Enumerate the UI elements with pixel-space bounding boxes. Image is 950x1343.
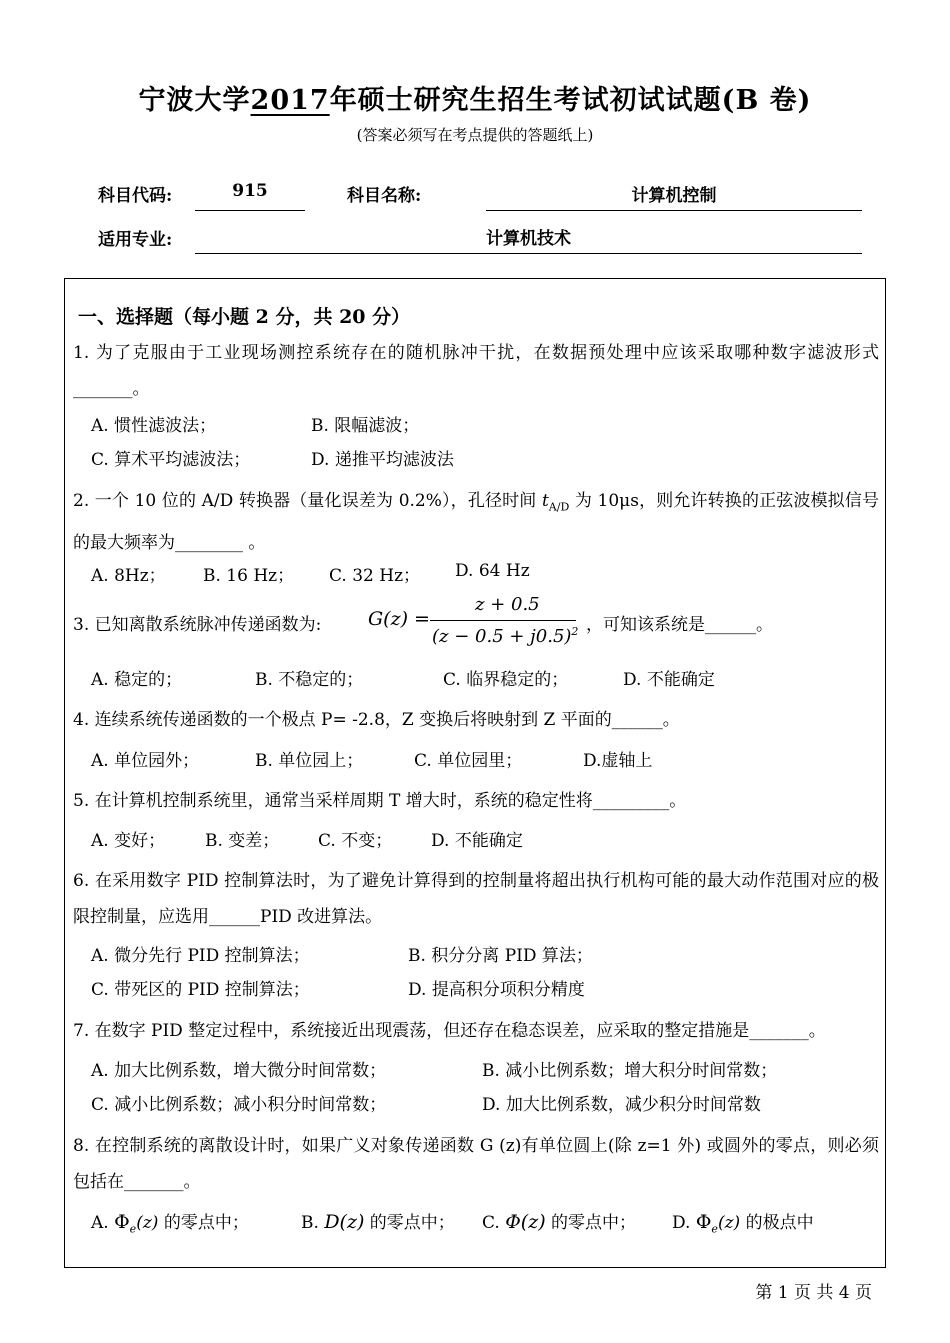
title-year: 2017 [250,85,330,116]
q3-denominator [432,625,578,647]
q3-option-c: C. 临界稳定的； [443,670,569,690]
q7-option-c: C. 减小比例系数；减小积分时间常数； [91,1095,387,1115]
q3-text-end: ，可知该系统是______。 [586,615,773,635]
major-label: 适用专业: [98,230,173,250]
q3-text-start: 3. 已知离散系统脉冲传递函数为: [73,615,322,635]
q3-numerator: z + 0.5 [475,594,540,615]
q2-option-a: A. 8Hz； [91,566,166,586]
subject-name-value: 计算机控制 [631,186,717,206]
q2-option-d: D. 64 Hz [455,561,530,581]
title-suffix: 年硕士研究生招生考试初试试题(B 卷) [329,85,812,116]
q2-aperture-subscript: A/D [548,500,570,514]
q5-option-c: C. 不变； [318,831,393,851]
q1-option-c: C. 算术平均滤波法； [91,450,251,470]
subject-name-label: 科目名称: [347,186,422,206]
q1-option-a: A. 惯性滤波法； [91,416,217,436]
question-5: 5. 在计算机控制系统里，通常当采样周期 T 增大时，系统的稳定性将_________。 [73,791,687,811]
subject-name-underline [486,210,862,211]
q8-option-a-subscript: e [129,1222,137,1236]
q8-option-a [91,1208,249,1235]
q4-option-b: B. 单位园上； [255,751,364,771]
q1-option-b: B. 限幅滤波； [311,416,420,436]
q8-option-a-phi: Φ [114,1211,130,1233]
q5-option-a: A. 变好； [91,831,166,851]
q3-option-a: A. 稳定的； [91,670,183,690]
title-prefix: 宁波大学 [138,85,251,116]
q2-text-start: 2. 一个 10 位的 A/D 转换器（量化误差为 0.2%），孔径时间 [73,491,542,511]
q8-option-b-text: 的零点中； [369,1213,455,1233]
q7-option-d: D. 加大比例系数，减少积分时间常数 [482,1095,761,1115]
question-6: 6. 在采用数字 PID 控制算法时，为了避免计算得到的控制量将超出执行机构可能的最大动作范围对应的极限控制量，应选用______PID 改进算法。 [73,871,879,927]
q1-option-d: D. 递推平均滤波法 [311,450,454,470]
question-2 [73,483,879,561]
q2-option-c: C. 32 Hz； [329,566,421,586]
subject-code-underline [195,210,305,211]
q3-transfer-function-label: G(z) = [368,608,430,630]
q8-option-d-text: 的极点中 [745,1213,814,1233]
subject-code-label: 科目代码: [98,186,173,206]
q5-option-d: D. 不能确定 [431,831,523,851]
q6-option-c: C. 带死区的 PID 控制算法； [91,980,310,1000]
q8-option-c-phi: Φ(z) [505,1211,546,1233]
q2-aperture-symbol: t [541,491,549,511]
q5-option-b: B. 变差； [205,831,280,851]
q8-option-d [672,1208,814,1235]
q2-text-end: 为 10μs，则允许转换的正弦波模拟信号的最大频率为________ 。 [73,491,879,554]
q3-option-d: D. 不能确定 [623,670,715,690]
q8-option-a-text: 的零点中； [163,1213,249,1233]
question-1: 1. 为了克服由于工业现场测控系统存在的随机脉冲干扰，在数据预处理中应该采取哪种数字滤波形式_______。 [73,343,879,399]
q3-option-b: B. 不稳定的； [255,670,364,690]
q8-option-a-argument: (z) [136,1213,159,1233]
q6-option-b: B. 积分分离 PID 算法； [408,946,593,966]
question-4: 4. 连续系统传递函数的一个极点 P= -2.8，Z 变换后将映射到 Z 平面的______。 [73,710,680,730]
exam-subtitle: (答案必须写在考点提供的答题纸上) [356,126,594,144]
question-8: 8. 在控制系统的离散设计时，如果广义对象传递函数 G (z)有单位圆上(除 z=1 外) 或圆外的零点，则必须包括在_______。 [73,1136,879,1192]
major-value: 计算机技术 [486,229,571,249]
q2-option-b: B. 16 Hz； [203,566,295,586]
q8-option-b [301,1208,455,1233]
q8-option-c [482,1208,636,1233]
q8-option-b-letter: B. [301,1213,319,1233]
exam-title [0,78,950,117]
q4-option-d: D.虚轴上 [583,751,653,771]
q3-denominator-power: 2 [571,625,579,638]
q8-option-a-letter: A. [91,1213,109,1233]
q7-option-a: A. 加大比例系数，增大微分时间常数； [91,1061,387,1081]
q4-option-a: A. 单位园外； [91,751,200,771]
q8-option-d-phi: Φ [695,1211,712,1233]
subject-code-value: 915 [232,181,268,201]
q8-option-d-letter: D. [672,1213,691,1233]
q8-option-c-text: 的零点中； [551,1213,637,1233]
q6-option-d: D. 提高积分项积分精度 [408,980,585,1000]
section-title: 一、选择题（每小题 2 分，共 20 分） [78,306,411,328]
major-underline [195,253,862,254]
page-number: 第 1 页 共 4 页 [755,1283,872,1303]
q8-option-d-subscript: e [711,1222,718,1236]
q8-option-d-argument: (z) [717,1213,741,1233]
q3-denominator-base: (z − 0.5 + j0.5) [432,626,572,647]
q6-option-a: A. 微分先行 PID 控制算法； [91,946,310,966]
q3-fraction-bar [430,620,576,621]
q8-option-c-letter: C. [482,1213,500,1233]
q7-option-b: B. 减小比例系数；增大积分时间常数； [482,1061,778,1081]
q8-option-b-dz: D(z) [324,1211,365,1233]
question-7: 7. 在数字 PID 整定过程中，系统接近出现震荡，但还存在稳态误差，应采取的整定措施是_______。 [73,1021,826,1041]
q4-option-c: C. 单位园里； [414,751,523,771]
